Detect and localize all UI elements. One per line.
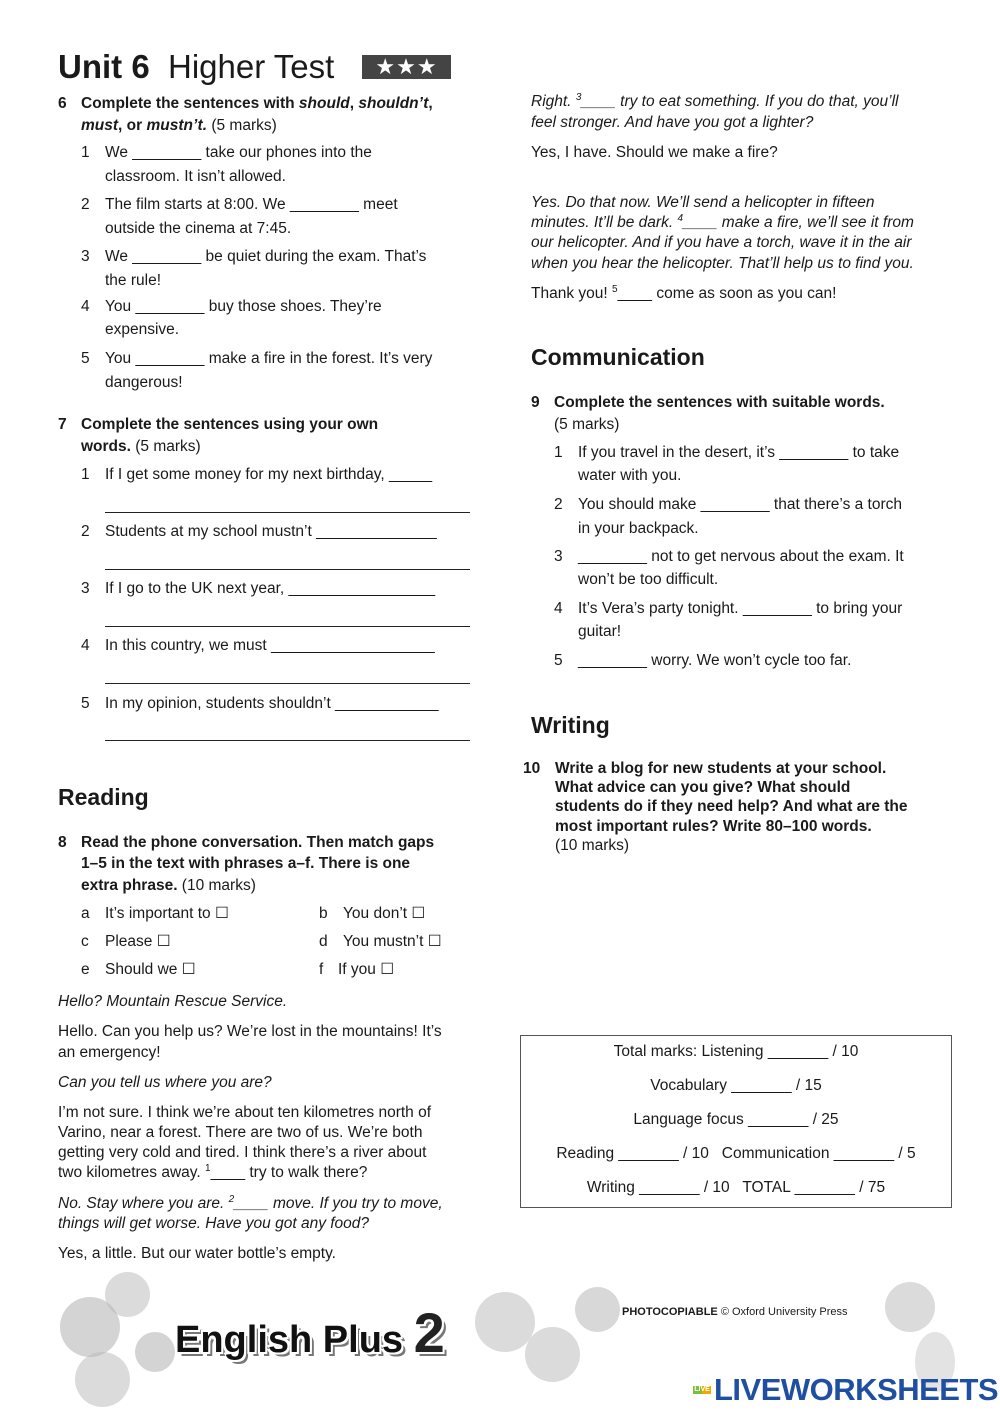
item-text[interactable]: ________ worry. We won’t cycle too far. <box>578 652 852 669</box>
dialogue-line: Varino, near a forest. There are two of us. We’re both <box>58 1124 423 1141</box>
item-text: classroom. It isn’t allowed. <box>105 168 286 185</box>
q8-instruction-3: extra phrase. (10 marks) <box>81 877 256 894</box>
q6-instruction: Complete the sentences with should, shouldn’t, <box>81 95 433 112</box>
item-number: 4 <box>81 298 90 315</box>
dialogue-line: Yes, I have. Should we make a fire? <box>531 144 778 161</box>
difficulty-stars: ★★★ <box>362 55 451 79</box>
option-key: a <box>81 905 90 922</box>
item-text: The film starts at 8:00. We ________ meet <box>105 196 398 213</box>
q7-instruction-2: words. (5 marks) <box>81 438 201 455</box>
option-checkbox[interactable]: Should we ☐ <box>105 961 196 978</box>
q7-number: 7 <box>58 416 67 433</box>
dialogue-line-gap-5[interactable]: Thank you! $^5$____ come as soon as you can! <box>531 283 837 302</box>
q10-instruction: students do if they need help? And what are the <box>555 798 908 815</box>
item-text[interactable]: If I get some money for my next birthday, _____ <box>105 466 433 483</box>
option-checkbox[interactable]: Please ☐ <box>105 933 171 950</box>
item-text[interactable]: In my opinion, students shouldn’t ____________ <box>105 695 439 712</box>
dialogue-line: Can you tell us where you are? <box>58 1074 272 1091</box>
item-text[interactable]: Students at my school mustn’t ______________ <box>105 523 437 540</box>
q9-instruction: Complete the sentences with suitable words. <box>554 394 885 411</box>
option-key: e <box>81 961 90 978</box>
answer-line[interactable] <box>105 683 470 684</box>
item-number: 2 <box>554 496 563 513</box>
option-checkbox[interactable]: It’s important to ☐ <box>105 905 229 922</box>
dialogue-line-gap-2[interactable]: No. Stay where you are. $^2$____ move. If you try to move, <box>58 1193 443 1212</box>
marks-row: Reading _______ / 10 Communication _______ / 5 <box>556 1145 916 1162</box>
item-text[interactable]: You should make ________ that there’s a torch <box>578 496 903 513</box>
q10-instruction: What advice can you give? What should <box>555 779 851 796</box>
dialogue-line: Yes. Do that now. We’ll send a helicopter in fifteen <box>531 194 875 211</box>
q6-number: 6 <box>58 95 67 112</box>
dialogue-line: Yes, a little. But our water bottle’s empty. <box>58 1245 336 1262</box>
item-text: guitar! <box>578 623 622 640</box>
option-key: c <box>81 933 89 950</box>
unit-label: Unit 6 <box>58 48 150 85</box>
option-checkbox[interactable]: You don’t ☐ <box>343 905 426 922</box>
q7-instruction: Complete the sentences using your own <box>81 416 379 433</box>
item-number: 5 <box>81 350 90 367</box>
marks-row: Vocabulary _______ / 15 <box>650 1077 822 1094</box>
item-text[interactable]: If you travel in the desert, it’s ________ to take <box>578 444 900 461</box>
option-checkbox[interactable]: If you ☐ <box>338 961 395 978</box>
item-text: You ________ buy those shoes. They’re <box>105 298 382 315</box>
q6-instruction-2: must, or mustn’t. (5 marks) <box>81 117 277 134</box>
item-text: water with you. <box>578 467 682 484</box>
item-text: expensive. <box>105 321 180 338</box>
item-number: 2 <box>81 196 90 213</box>
item-text: dangerous! <box>105 374 183 391</box>
item-number: 3 <box>81 580 90 597</box>
dialogue-line-gap-1[interactable]: two kilometres away. $^1$____ try to walk there? <box>58 1162 368 1181</box>
q8-number: 8 <box>58 834 67 851</box>
liveworksheets-watermark: LIVE LIVEWORKSHEETS <box>694 1372 999 1407</box>
dialogue-line-gap-4[interactable]: minutes. It’ll be dark. $^4$____ make a fire, we’ll see it from <box>531 212 914 231</box>
answer-line[interactable] <box>105 626 470 627</box>
item-number: 3 <box>81 248 90 265</box>
liveworksheets-badge-icon: LIVE <box>694 1386 710 1393</box>
dialogue-line: feel stronger. And have you got a lighter? <box>531 114 814 131</box>
footer <box>55 1272 1000 1415</box>
q8-instruction: Read the phone conversation. Then match gaps <box>81 834 435 851</box>
item-number: 3 <box>554 548 563 565</box>
copyright-notice: PHOTOCOPIABLE © Oxford University Press <box>622 1306 848 1318</box>
item-text[interactable]: It’s Vera’s party tonight. ________ to bring your <box>578 600 903 617</box>
answer-line[interactable] <box>105 740 470 741</box>
dialogue-line: an emergency! <box>58 1044 161 1061</box>
item-number: 1 <box>81 466 90 483</box>
english-plus-logo: English Plus 2 <box>175 1301 445 1364</box>
item-text: We ________ take our phones into the <box>105 144 372 161</box>
marks-row: Total marks: Listening _______ / 10 <box>613 1043 859 1060</box>
q10-marks: (10 marks) <box>555 837 630 854</box>
item-number: 5 <box>81 695 90 712</box>
option-key: b <box>319 905 328 922</box>
q8-instruction-2: 1–5 in the text with phrases a–f. There is one <box>81 855 411 872</box>
reading-heading: Reading <box>58 784 149 810</box>
dialogue-line: Hello. Can you help us? We’re lost in the mountains! It’s <box>58 1023 442 1040</box>
item-text: You ________ make a fire in the forest. It’s very <box>105 350 433 367</box>
writing-heading: Writing <box>531 712 610 738</box>
item-text: the rule! <box>105 272 162 289</box>
q10-instruction: Write a blog for new students at your school. <box>555 760 887 777</box>
item-text: in your backpack. <box>578 520 699 537</box>
item-text: outside the cinema at 7:45. <box>105 220 292 237</box>
dialogue-line: getting very cold and tired. I think there’s a river about <box>58 1144 427 1161</box>
dialogue-line: I’m not sure. I think we’re about ten kilometres north of <box>58 1104 432 1121</box>
item-number: 4 <box>81 637 90 654</box>
marks-row: Writing _______ / 10 TOTAL _______ / 75 <box>586 1179 886 1196</box>
item-number: 1 <box>554 444 563 461</box>
item-text[interactable]: In this country, we must ___________________ <box>105 637 435 654</box>
q10-number: 10 <box>523 760 541 777</box>
option-key: f <box>319 961 324 978</box>
answer-line[interactable] <box>105 512 470 513</box>
dialogue-line: when you hear the helicopter. That’ll help us to find you. <box>531 255 914 272</box>
option-key: d <box>319 933 328 950</box>
dialogue-line: Hello? Mountain Rescue Service. <box>58 993 288 1010</box>
item-number: 2 <box>81 523 90 540</box>
item-text: We ________ be quiet during the exam. That’s <box>105 248 427 265</box>
page-title <box>58 46 334 88</box>
communication-heading: Communication <box>531 344 705 370</box>
marks-row: Language focus _______ / 25 <box>633 1111 839 1128</box>
item-number: 4 <box>554 600 563 617</box>
option-checkbox[interactable]: You mustn’t ☐ <box>343 933 442 950</box>
dialogue-line-gap-3[interactable]: Right. $^3$____ try to eat something. If you do that, you’ll <box>531 91 899 110</box>
total-marks-box <box>520 1035 952 1208</box>
dialogue-line: our helicopter. And if you have a torch, wave it in the air <box>531 234 912 251</box>
item-text[interactable]: ________ not to get nervous about the exam. It <box>578 548 904 565</box>
item-number: 5 <box>554 652 563 669</box>
item-text: won’t be too difficult. <box>578 571 719 588</box>
item-text[interactable]: If I go to the UK next year, _________________ <box>105 580 436 597</box>
q9-number: 9 <box>531 394 540 411</box>
dialogue-line: things will get worse. Have you got any food? <box>58 1215 370 1232</box>
test-title: Higher Test <box>168 48 335 85</box>
answer-line[interactable] <box>105 569 470 570</box>
item-number: 1 <box>81 144 90 161</box>
q9-marks: (5 marks) <box>554 416 620 433</box>
q10-instruction: most important rules? Write 80–100 words. <box>555 818 872 835</box>
